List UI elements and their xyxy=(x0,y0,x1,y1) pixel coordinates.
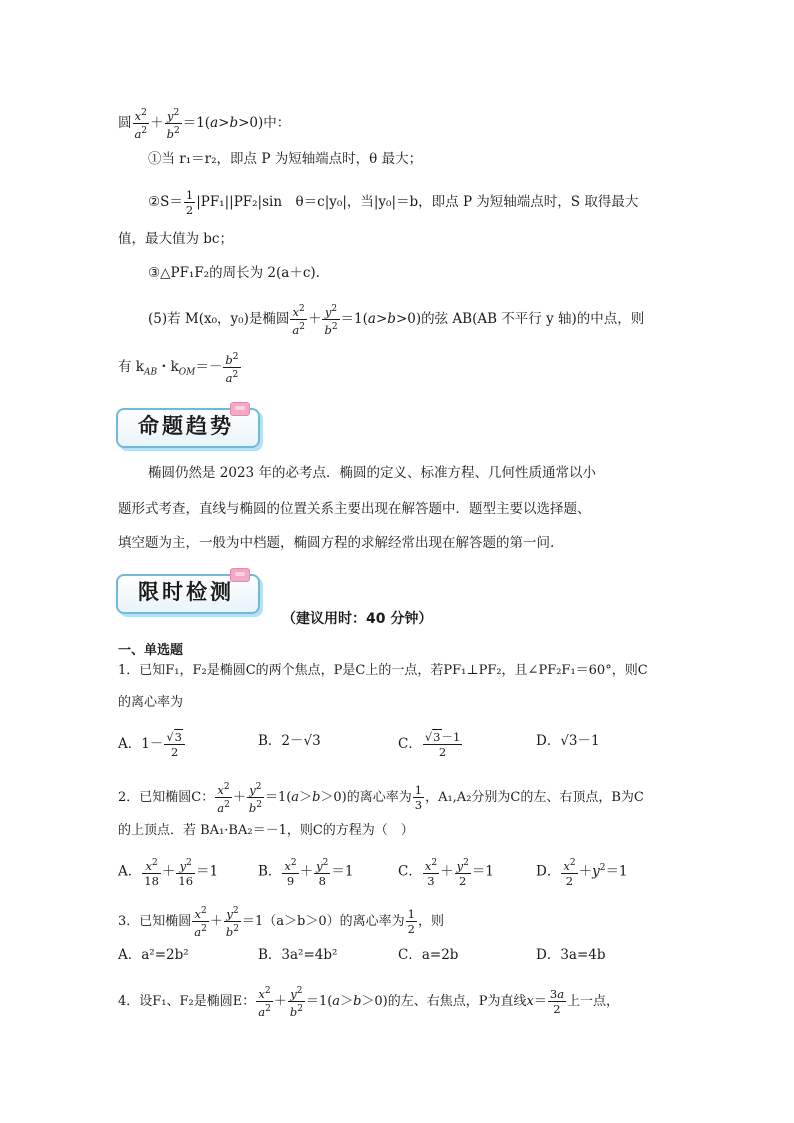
item-5-dot-k: ・k xyxy=(157,358,179,375)
item-5-body: 的弦 AB(AB 不平行 y 轴)的中点，则 xyxy=(421,310,645,327)
q4-stem: 4．设F₁、F₂是椭圆E： $\frac{x^2}{a^2}$ ＋ $\frac{y^2}{b^2}$ ＝1(a＞b＞0)的左、右焦点，P为直线x＝ $\frac{3a}{2}$ 上一点， xyxy=(118,986,620,1019)
item-5-prefix: (5)若 M(x₀，y₀)是椭圆 xyxy=(148,310,290,327)
item-2-line xyxy=(148,188,694,217)
q2-stem-line-2: 的上顶点．若 BA₁·BA₂＝－1，则C的方程为（ ） xyxy=(118,823,414,838)
option-label: A． xyxy=(118,863,142,880)
test-banner xyxy=(116,568,262,612)
item-5-conclusion: 有 $k_{AB}$・$k_{OM}=-$ $\frac{b^2}{a^2}$ xyxy=(118,352,239,385)
q3-suffix: ，则 xyxy=(417,913,444,929)
fraction-one-half: $\frac{1}{2}$ xyxy=(407,906,415,936)
fraction-x2-18: $\frac{x^2}{18}$ xyxy=(144,858,159,888)
item-1-text: ①当 r₁＝r₂，即点 P 为短轴端点时，θ 最大； xyxy=(148,151,423,167)
banner-title: 命题趋势 xyxy=(138,414,234,438)
fraction-sqrt3-minus-1-over-2: $\frac{√3-1}{2}$ xyxy=(424,730,461,759)
q3-option-c[interactable]: C．a=2b xyxy=(398,947,459,963)
ellipse-intro-line: 圆 $\frac{x^2}{a^2}$ ＋ $\frac{y^2}{b^2}$ ＝1(a>b>0)中： xyxy=(118,108,291,141)
q3-stem: 3．已知椭圆 $\frac{x^2}{a^2}$ ＋ $\frac{y^2}{b^2}$ ＝1（a＞b＞0）的离心率为 $\frac{1}{2}$ ，则 xyxy=(118,906,444,939)
fraction-b2-a2: $\frac{b^2}{a^2}$ xyxy=(225,352,239,385)
fraction-x2-a2: $\frac{x^2}{a^2}$ xyxy=(134,108,148,141)
q1-option-c[interactable] xyxy=(398,730,463,759)
option-label: C． xyxy=(398,863,422,880)
q4-prefix: 4．设F₁、F₂是椭圆E： xyxy=(118,993,256,1009)
q3-option-d[interactable]: D．3a=4b xyxy=(536,947,606,963)
suggested-time: （建议用时：40 分钟） xyxy=(282,611,433,627)
fraction-one-third: $\frac{1}{3}$ xyxy=(414,782,423,812)
q1-option-d[interactable]: D．√3－1 xyxy=(536,733,600,749)
q1-option-a[interactable]: A．1－ $\frac{√3}{2}$ xyxy=(118,730,186,759)
trend-paragraph-line-1: 椭圆仍然是 2023 年的必考点．椭圆的定义、标准方程、几何性质通常以小 xyxy=(148,465,596,481)
item-3-text: ③△PF₁F₂的周长为 2(a＋c)． xyxy=(148,265,330,281)
item-2-prefix: ②S＝ xyxy=(148,194,183,210)
trend-paragraph-line-2: 题形式考查，直线与椭圆的位置关系主要出现在解答题中．题型主要以选择题、 xyxy=(118,501,591,517)
fraction-x2-a2: $\frac{x^2}{a^2}$ xyxy=(258,986,271,1019)
fraction-x2-a2: $\frac{x^2}{a^2}$ xyxy=(292,304,305,337)
fraction-y2-2: $\frac{y^2}{2}$ xyxy=(456,858,469,888)
section-title: 一、单选题 xyxy=(118,643,184,658)
q1-stem-line-1: 1．已知F₁，F₂是椭圆C的两个焦点，P是C上的一点，若PF₁⊥PF₂，且∠PF₂F₁＝60°，则C xyxy=(118,663,648,678)
fraction-y2-8: $\frac{y^2}{8}$ xyxy=(316,858,329,888)
q2-option-d[interactable]: D． $\frac{x^2}{2}$ $+y^2=1$ xyxy=(536,858,628,888)
banner-title: 限时检测 xyxy=(138,580,234,604)
fraction-sqrt3-over-2: $\frac{√3}{2}$ xyxy=(164,730,185,759)
q4-suffix: 上一点， xyxy=(567,993,620,1009)
fraction-x2-a2: $\frac{x^2}{a^2}$ xyxy=(217,782,230,815)
item-2-continuation: 值，最大值为 bc； xyxy=(118,231,233,247)
fraction-x2-2: $\frac{x^2}{2}$ xyxy=(563,858,576,888)
q2-option-b[interactable]: B． $\frac{x^2}{9}$ ＋ $\frac{y^2}{8}$ ＝1 xyxy=(258,858,354,888)
q2-option-a[interactable]: A． $\frac{x^2}{18}$ ＋ $\frac{y^2}{16}$ ＝1 xyxy=(118,858,219,888)
trend-banner xyxy=(116,402,262,446)
option-label: C． xyxy=(398,736,422,752)
fraction-y2-b2: $\frac{y^2}{b^2}$ xyxy=(225,906,239,939)
q3-option-a[interactable]: A．a²=2b² xyxy=(118,947,189,963)
item-5-equals: ＝－ xyxy=(195,358,223,375)
fraction-y2-16: $\frac{y^2}{16}$ xyxy=(178,858,194,888)
fraction-y2-b2: $\frac{y^2}{b^2}$ xyxy=(289,986,303,1019)
q3-prefix: 3．已知椭圆 xyxy=(118,913,192,929)
fraction-x2-9: $\frac{x^2}{9}$ xyxy=(284,858,297,888)
item-5-line: (5)若 M(x₀，y₀)是椭圆 $\frac{x^2}{a^2}$ ＋ $\frac{y^2}{b^2}$ ＝1(a>b>0)的弦 AB(AB 不平行 y 轴)的中点，则 xyxy=(148,304,645,337)
fraction-one-half: $\frac{1}{2}$ xyxy=(185,188,194,217)
trend-paragraph-line-3: 填空题为主，一般为中档题，椭圆方程的求解经常出现在解答题的第一问. xyxy=(118,535,555,551)
option-label: A． xyxy=(118,736,142,752)
q2-option-c[interactable]: C． $\frac{x^2}{3}$ ＋ $\frac{y^2}{2}$ ＝1 xyxy=(398,858,494,888)
q2-stem-line-1: 2．已知椭圆C： $\frac{x^2}{a^2}$ ＋ $\frac{y^2}{b^2}$ ＝1(a＞b＞0)的离心率为 $\frac{1}{3}$ ，A₁,A₂分别为C的左、右顶点，B为C xyxy=(118,782,644,815)
q2-mid: 的离心率为 xyxy=(346,789,412,805)
fraction-y2-b2: $\frac{y^2}{b^2}$ xyxy=(166,108,180,141)
fraction-x2-a2: $\frac{x^2}{a^2}$ xyxy=(194,906,207,939)
q1-option-b[interactable]: B．2－√3 xyxy=(258,733,321,749)
intro-suffix: 中： xyxy=(263,114,291,131)
item-5-k: 有 k xyxy=(118,358,144,375)
fraction-y2-b2: $\frac{y^2}{b^2}$ xyxy=(248,782,262,815)
q2-suffix: ，A₁,A₂分别为C的左、右顶点，B为C xyxy=(425,789,644,805)
fraction-y2-b2: $\frac{y^2}{b^2}$ xyxy=(324,304,338,337)
q3-mid: （a＞b＞0）的离心率为 xyxy=(263,913,405,929)
fraction-3a-over-2: $\frac{3a}{2}$ xyxy=(549,986,565,1016)
option-label: D． xyxy=(536,863,561,880)
fraction-x2-3: $\frac{x^2}{3}$ xyxy=(424,858,438,888)
q2-prefix: 2．已知椭圆C： xyxy=(118,789,215,805)
q4-mid: 的左、右焦点，P为直线 xyxy=(387,993,527,1009)
item-2-body: |PF₁||PF₂|sin θ＝c|y₀|，当|y₀|＝b，即点 P 为短轴端点时，S 取得最大 xyxy=(196,194,639,210)
q3-option-b[interactable]: B．3a²=4b² xyxy=(258,947,338,963)
q1-stem-line-2: 的离心率为 xyxy=(118,695,184,710)
intro-prefix: 圆 xyxy=(118,114,132,131)
option-label: B． xyxy=(258,863,282,880)
